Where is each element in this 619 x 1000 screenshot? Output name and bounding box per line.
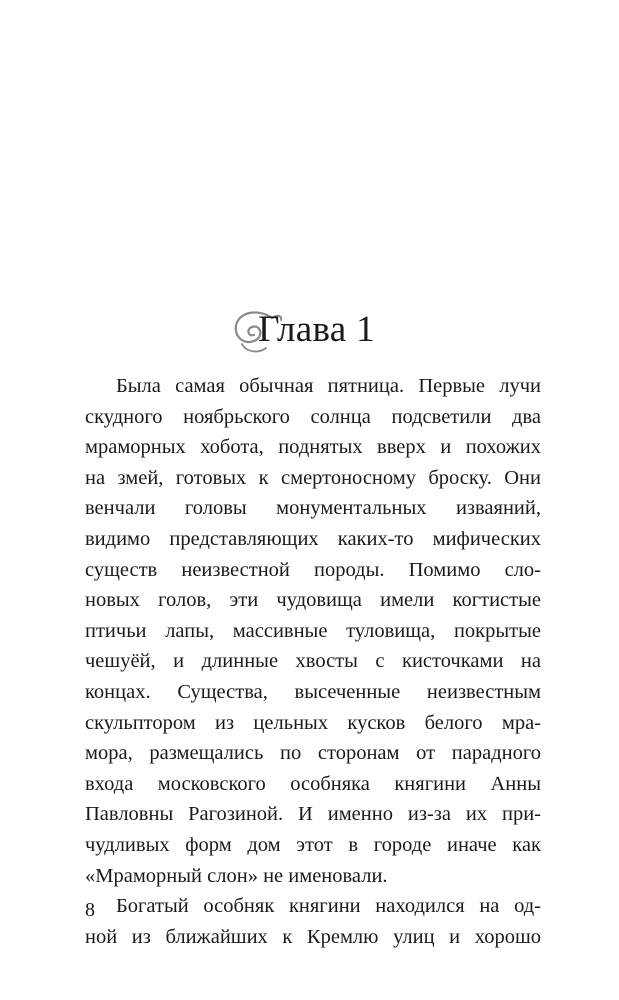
text-line: «Мраморный слон» не именовали. [85,864,388,887]
text-line: концах. Существа, высеченные неизвестным [85,680,541,703]
text-line: Была самая обычная пятница. Первые лучи [116,375,541,397]
text-line: существ неизвестной породы. Помимо сло- [85,558,541,581]
text-line: Павловны Рагозиной. И именно из-за их при- [85,803,541,826]
text-line: ной из ближайших к Кремлю улиц и хорошо [85,925,541,948]
text-line: мраморных хобота, поднятых вверх и похожих [85,436,541,459]
text-line: мора, размещались по сторонам от парадного [85,742,541,765]
text-line: скудного ноябрьского солнца подсветили два [85,405,541,428]
chapter-title: Глава 1 [258,309,375,350]
chapter-heading [0,302,619,362]
text-line: видимо представляющих каких-то мифических [85,527,541,550]
text-line: Богатый особняк княгини находился на од- [116,895,541,918]
body-text [85,371,541,952]
page-number: 8 [85,899,95,921]
text-line: чешуёй, и длинные хвосты с кисточками на [85,650,541,673]
text-line: венчали головы монументальных изваяний, [85,497,541,520]
text-line: входа московского особняка княгини Анны [85,772,541,795]
text-line: скульптором из цельных кусков белого мра- [85,711,541,734]
text-line: птичьи лапы, массивные туловища, покрытые [85,619,541,642]
text-line: чудливых форм дом этот в городе иначе как [85,833,541,856]
text-line: новых голов, эти чудовища имели когтистые [85,589,541,612]
text-line: на змей, готовых к смертоносному броску. Они [85,466,541,489]
